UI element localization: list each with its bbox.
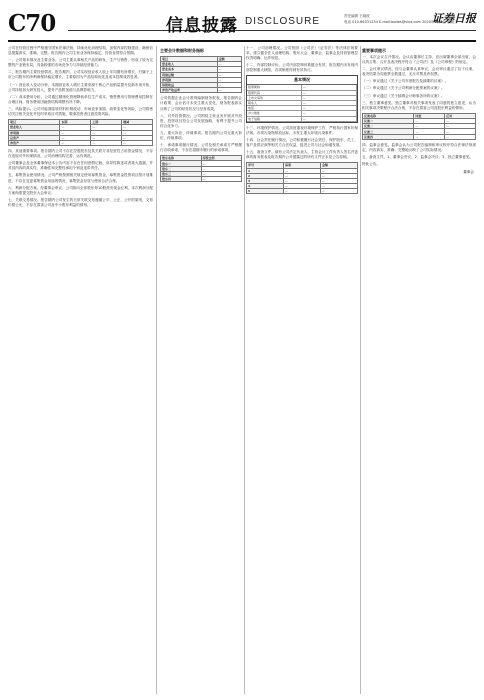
table-cell: — bbox=[122, 135, 153, 140]
table-cell: — bbox=[284, 189, 321, 194]
table-cell: 议案四 bbox=[363, 134, 414, 139]
table-cell: 持股比例 bbox=[201, 156, 242, 161]
column-divider bbox=[360, 46, 361, 694]
table-cell: 议案名称 bbox=[363, 113, 414, 118]
table-cell: 议案一 bbox=[363, 119, 414, 124]
paragraph: 一、本次会议召开情况。会议由董事长主持，应出席董事全部出席，会议的召集、召开及表决程序符合《公司法》及《公司章程》的规定。 bbox=[362, 55, 476, 65]
table-cell: 1 bbox=[247, 168, 284, 173]
info-box-cell: 股票简称 bbox=[247, 85, 302, 89]
table-cell: 金额 bbox=[217, 57, 241, 62]
table-cell: — bbox=[201, 171, 242, 176]
table-cell: 净资产 bbox=[9, 140, 60, 145]
info-box-cell: — bbox=[302, 96, 357, 100]
table-cell: — bbox=[321, 184, 358, 189]
table-cell: 营业收入 bbox=[9, 125, 60, 130]
info-box-cell: — bbox=[302, 117, 357, 121]
info-box-cell: 股票代码 bbox=[247, 91, 302, 95]
table-cell: 事项 bbox=[284, 163, 321, 168]
table-cell: 股东三 bbox=[161, 171, 202, 176]
table-cell: 股东名称 bbox=[161, 156, 202, 161]
table-cell: 股东一 bbox=[161, 161, 202, 166]
table-cell: 2 bbox=[247, 173, 284, 178]
table-cell: 3 bbox=[247, 178, 284, 183]
section-heading: 主要会计数据和财务指标 bbox=[160, 48, 204, 53]
article-body bbox=[8, 46, 153, 117]
paragraph: 三、风险提示。公司可能面临原材料价格波动、市场竞争加剧、政策变化等风险，公司将密切关注相关变化并及时采取应对措施，敬请投资者注意投资风险。 bbox=[8, 106, 153, 117]
info-box-cell: — bbox=[302, 111, 357, 115]
paragraph: 十三、环境保护情况。公司高度重视环境保护工作，严格执行国家环保法规，各项污染物排放达标，未发生重大环境污染事件。 bbox=[246, 125, 358, 135]
table-cell: 净利润 bbox=[161, 77, 218, 82]
table-cell: — bbox=[60, 135, 91, 140]
table-cell: — bbox=[445, 119, 476, 124]
article-body bbox=[246, 46, 358, 73]
paragraph: 九、重大诉讼、仲裁事项。报告期内公司无重大诉讼、仲裁事项。 bbox=[160, 130, 242, 140]
table-row bbox=[161, 177, 242, 182]
table-cell: — bbox=[60, 125, 91, 130]
column-divider bbox=[156, 46, 157, 694]
table-cell: 净利润 bbox=[9, 130, 60, 135]
table-cell: — bbox=[217, 88, 241, 93]
table-cell: — bbox=[445, 134, 476, 139]
section-heading: 重要事项提示 bbox=[362, 48, 386, 53]
table-cell: — bbox=[284, 184, 321, 189]
table-cell: 同意 bbox=[414, 113, 445, 118]
table-cell: — bbox=[122, 130, 153, 135]
table-cell: — bbox=[122, 140, 153, 145]
table-cell: — bbox=[284, 178, 321, 183]
data-table bbox=[246, 162, 358, 194]
info-box-cell: 上市交易所 bbox=[247, 96, 302, 100]
table-cell: 序号 bbox=[247, 163, 284, 168]
info-box-cell: — bbox=[302, 85, 357, 89]
table-cell: 4 bbox=[247, 184, 284, 189]
paragraph: 五、募集资金使用情况。公司严格按照相关规定使用募集资金，募集资金投资项目按计划推进，不存在变更募集资金用途的情况，募集资金存放与使用合法合规。 bbox=[8, 173, 153, 183]
paragraph: 六、利润分配方案。经董事会审议，公司拟向全体股东每10股派发现金红利，本次利润分配方案尚需提交股东大会审议。 bbox=[8, 185, 153, 195]
table-cell: 项目 bbox=[9, 120, 60, 125]
table-cell: 项目 bbox=[161, 57, 218, 62]
paragraph: 特此公告。 bbox=[362, 162, 380, 167]
table-row bbox=[9, 140, 153, 145]
shareholder-table bbox=[160, 155, 242, 182]
paragraph: 二、会议审议情况。经与会董事认真审议，会议审议通过了以下议案，表决结果为同意票全数通过，无反对票及弃权票。 bbox=[362, 67, 476, 77]
table-cell: — bbox=[445, 124, 476, 129]
table-cell: — bbox=[414, 134, 445, 139]
table-cell: 股东四 bbox=[161, 177, 202, 182]
info-box-rows bbox=[247, 85, 357, 121]
table-cell: — bbox=[201, 177, 242, 182]
table-cell: — bbox=[60, 130, 91, 135]
contact-info: 电话 010-66331234 E-mail:bodes@sina.com 2020年7月8日 星期三 bbox=[344, 20, 458, 24]
table-cell: — bbox=[414, 129, 445, 134]
info-box bbox=[246, 75, 358, 122]
table-cell: — bbox=[284, 173, 321, 178]
paragraph: （一）审议通过《关于公司年度报告及摘要的议案》。 bbox=[362, 79, 449, 84]
table-cell: 增减 bbox=[122, 120, 153, 125]
column-divider bbox=[244, 46, 245, 694]
paragraph: 一、公司基本情况及主要业务。公司主要从事相关产品的研发、生产与销售，形成了较为完整的产业链布局，具备较强的市场竞争力与持续经营能力。 bbox=[8, 58, 153, 68]
section-title: 信息披露 bbox=[166, 16, 238, 36]
table-cell: — bbox=[321, 168, 358, 173]
section-title-en: DISCLOSURE bbox=[245, 16, 321, 27]
column-4 bbox=[362, 46, 476, 694]
table-cell: — bbox=[201, 161, 242, 166]
info-box-cell: — bbox=[302, 91, 357, 95]
paragraph: 八、对外投资情况。公司围绕主营业务开展对外投资，投资项目符合公司发展战略，有利于提升公司综合竞争力。 bbox=[160, 113, 242, 128]
paragraph: 十四、社会责任履行情况。公司积极履行社会责任，保护股东、员工、客户及供应商等相关方合法权益，促进公司与社会和谐发展。 bbox=[246, 137, 358, 148]
table-row bbox=[247, 189, 358, 194]
paragraph: 七、关联交易情况。报告期内公司发生的日常关联交易遵循公平、公正、公开的原则，交易价格公允，不存在损害公司及中小股东利益的情形。 bbox=[8, 197, 153, 207]
table-cell: 净资产收益率 bbox=[161, 88, 218, 93]
info-box-cell: 办公地址 bbox=[247, 111, 302, 115]
table-cell: — bbox=[217, 72, 241, 77]
paragraph: 公司董事会及全体董事保证本公告内容不存在任何虚假记载、误导性陈述或者重大遗漏，并对其内容的真实性、准确性和完整性承担个别及连带责任。 bbox=[8, 161, 153, 171]
table-cell: — bbox=[201, 166, 242, 171]
table-cell: — bbox=[321, 189, 358, 194]
article-body bbox=[362, 143, 476, 167]
table-cell: 营业收入 bbox=[161, 62, 218, 67]
paragraph: 公司在经营过程中严格遵守国家法律法规，持续优化治理结构，加强内部控制建设，确保信息披露真实、准确、完整。报告期内公司主营业务保持稳定，经营业绩符合预期。 bbox=[8, 46, 153, 56]
article-body bbox=[8, 149, 153, 208]
editor-credit: 责任编辑 王晓波 bbox=[344, 14, 370, 18]
table-cell: — bbox=[217, 77, 241, 82]
table-cell: 5 bbox=[247, 189, 284, 194]
table-cell: 营业成本 bbox=[161, 67, 218, 72]
table-row bbox=[363, 134, 476, 139]
header-rule bbox=[68, 30, 476, 31]
table-cell: — bbox=[217, 67, 241, 72]
table-cell: 本期 bbox=[60, 120, 91, 125]
table-cell: — bbox=[445, 129, 476, 134]
info-box-cell: — bbox=[302, 106, 357, 110]
paragraph: 四、其他重要事项。报告期内公司不存在控股股东及其关联方非经营性占用资金情况，不存在违规对外担保情况，公司治理结构完善，运作规范。 bbox=[8, 149, 153, 159]
newspaper-logo: 证券日报 bbox=[432, 12, 476, 25]
table-cell: 上期 bbox=[91, 120, 122, 125]
vote-table bbox=[362, 113, 476, 140]
table-cell: — bbox=[217, 62, 241, 67]
page-number: C70 bbox=[8, 10, 56, 37]
paragraph: 十五、备查文件。载有公司法定代表人、主管会计工作负责人签名并盖章的财务报表及报告期内公开披露过的所有文件正本及公告原稿。 bbox=[246, 150, 358, 160]
paragraph: 公司依据企业会计准则编制财务报表，报告期内会计政策、会计估计未发生重大变化，财务报表如实反映了公司的财务状况与经营成果。 bbox=[160, 96, 242, 111]
table-row bbox=[161, 88, 242, 93]
column-3 bbox=[246, 46, 358, 694]
table-cell: 总资产 bbox=[9, 135, 60, 140]
paragraph: 十一、公司治理情况。公司按照《公司法》《证券法》等法律法规要求，建立健全法人治理结构，股东大会、董事会、监事会及经营管理层权责明确、运作规范。 bbox=[246, 46, 358, 61]
article-body bbox=[362, 55, 476, 111]
article-body bbox=[246, 126, 358, 161]
paragraph: 二、报告期内主要经营情况。报告期内，公司实现营业收入较上年同期有所增长，归属于上市公司股东的净利润保持稳定增长，主要原因为产品结构优化及成本控制成效显著。 bbox=[8, 70, 153, 80]
paragraph: （二）审议通过《关于公司利润分配预案的议案》。 bbox=[362, 86, 445, 91]
table-cell: — bbox=[91, 125, 122, 130]
table-cell: — bbox=[91, 135, 122, 140]
paragraph: 十、承诺事项履行情况。公司及相关承诺方严格履行各项承诺，不存在超期未履行的承诺事项。 bbox=[160, 143, 242, 153]
paragraph: 四、监事会意见。监事会认为公司报告编制和审议程序符合法律法规规定，内容真实、准确、完整地反映了公司实际情况。 bbox=[362, 142, 476, 152]
info-box-row bbox=[247, 117, 357, 122]
article-body bbox=[160, 96, 242, 153]
paragraph: 十二、内部控制评价。公司内部控制体系健全有效，报告期内未发现内部控制重大缺陷，各项制度得到有效执行。 bbox=[246, 63, 358, 73]
table-cell: 股东二 bbox=[161, 166, 202, 171]
info-box-cell: 联系人 bbox=[247, 101, 302, 105]
table-cell: 利润总额 bbox=[161, 72, 218, 77]
page-header bbox=[8, 10, 476, 42]
table-cell: 每股收益 bbox=[161, 82, 218, 87]
table-cell: — bbox=[122, 125, 153, 130]
table-cell: 金额 bbox=[321, 163, 358, 168]
signature: 董事会 bbox=[463, 170, 474, 175]
table-cell: — bbox=[91, 130, 122, 135]
info-box-cell: — bbox=[302, 101, 357, 105]
paragraph: 五、备查文件。1、董事会决议；2、监事会决议；3、独立董事意见。 bbox=[362, 154, 474, 159]
paragraph: （二）成本费用分析。公司通过精细化管理降低单位生产成本，销售费用与管理费用控制在合理区间，财务费用因融资结构调整有所下降。 bbox=[8, 94, 153, 104]
paragraph: （三）审议通过《关于续聘会计师事务所的议案》。 bbox=[362, 93, 445, 98]
financial-table bbox=[160, 56, 242, 93]
column-2 bbox=[160, 46, 242, 694]
table-cell: — bbox=[60, 140, 91, 145]
table-cell: 反对 bbox=[445, 113, 476, 118]
table-cell: — bbox=[284, 168, 321, 173]
table-cell: 议案三 bbox=[363, 129, 414, 134]
table-cell: — bbox=[217, 82, 241, 87]
table-cell: 议案二 bbox=[363, 124, 414, 129]
table-cell: — bbox=[91, 140, 122, 145]
table-cell: — bbox=[321, 178, 358, 183]
table-cell: — bbox=[321, 173, 358, 178]
info-box-cell: 电话 bbox=[247, 106, 302, 110]
info-box-cell: 电子信箱 bbox=[247, 117, 302, 121]
paragraph: （一）营业收入变动分析。本期营业收入增长主要来源于核心产品销量提升及新市场开拓，公司持续加大研发投入，提升产品附加值与品牌影响力。 bbox=[8, 82, 153, 92]
paragraph: 三、独立董事意见。独立董事对相关事项发表了同意的独立意见，认为相关事项决策程序合法合规，不存在损害公司及股东利益的情形。 bbox=[362, 100, 476, 110]
data-table bbox=[8, 119, 153, 146]
table-cell: — bbox=[414, 119, 445, 124]
info-box-title: 基本情况 bbox=[247, 76, 357, 85]
column-1 bbox=[8, 46, 153, 694]
table-cell: — bbox=[414, 124, 445, 129]
